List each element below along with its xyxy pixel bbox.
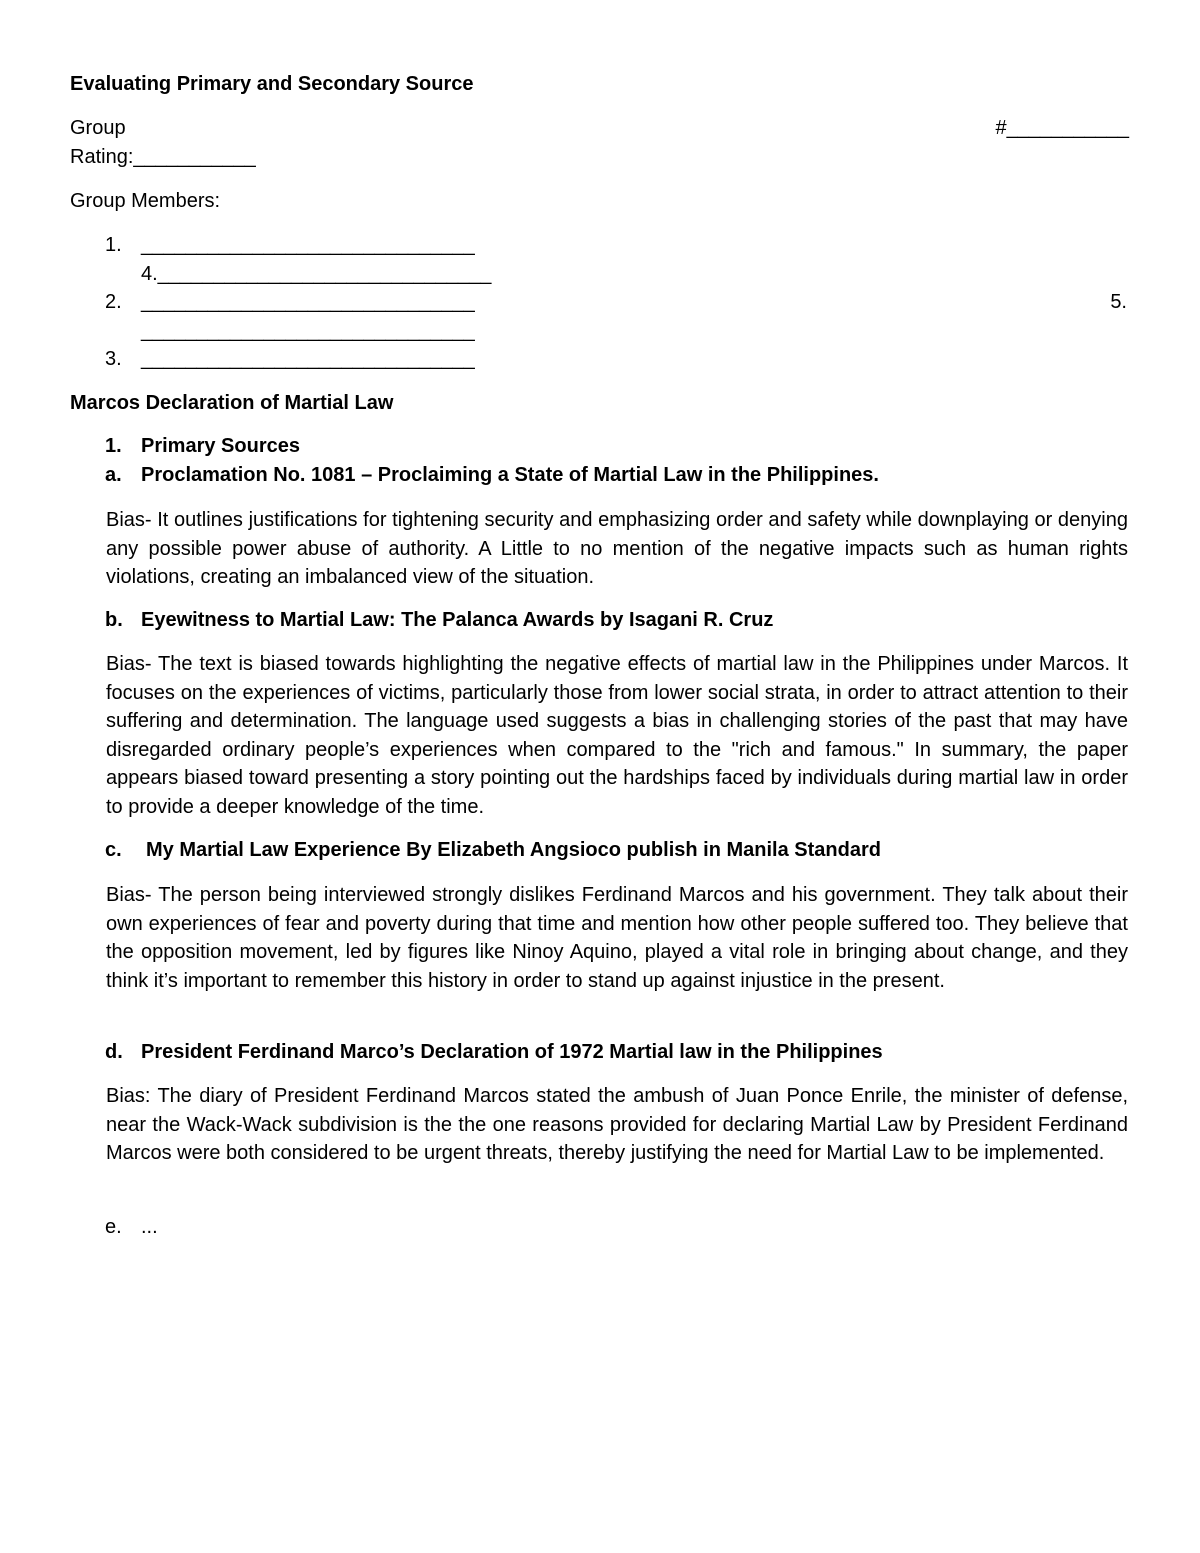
member-1-number: 1.	[105, 234, 122, 256]
item-c-title: My Martial Law Experience By Elizabeth Angsioco publish in Manila Standard	[146, 839, 881, 861]
member-2-number: 2.	[105, 291, 122, 313]
group-members-label: Group Members:	[70, 190, 221, 212]
rating-field: Rating:___________	[70, 146, 256, 168]
member-4-line: 4.______________________________	[141, 263, 492, 285]
primary-sources-number: 1.	[105, 435, 122, 457]
member-3-number: 3.	[105, 348, 122, 370]
item-b-bias: Bias- The text is biased towards highlighting the negative effects of martial law in the Philippines under Marcos. It focuses on the experiences of victims, particularly those from lower social strata, in order to attract attention to their suffering and determination. The language used suggests a bias in challenging stories of the past that may have disregarded ordinary people’s experiences when compared to the "rich and famous." In summary, the paper appears biased toward presenting a story pointing out the hardships faced by individuals during martial law in order to provide a deeper knowledge of the time.	[106, 653, 1128, 818]
item-a-title: Proclamation No. 1081 – Proclaiming a State of Martial Law in the Philippines.	[141, 464, 879, 486]
item-d-letter: d.	[105, 1041, 123, 1063]
item-c-bias: Bias- The person being interviewed strongly dislikes Ferdinand Marcos and his government. They talk about their own experiences of fear and poverty during that time and mention how other people suffered too. They believe that the opposition movement, led by figures like Ninoy Aquino, played a vital role in bringing about change, and they think it’s important to remember this history in order to stand up against injustice in the present.	[106, 884, 1128, 992]
item-e-text: ...	[141, 1216, 158, 1238]
member-5-line: ______________________________	[141, 320, 475, 342]
section-title: Marcos Declaration of Martial Law	[70, 392, 394, 414]
item-e-letter: e.	[105, 1216, 122, 1238]
document-title: Evaluating Primary and Secondary Source	[70, 73, 474, 95]
group-number-field: #___________	[995, 117, 1129, 139]
member-5-number: 5.	[1110, 291, 1127, 313]
item-a-bias: Bias- It outlines justifications for tightening security and emphasizing order and safety while downplaying or denying any possible power abuse of authority. A Little to no mention of the negative impacts such as human rights violations, creating an imbalanced view of the situation.	[106, 509, 1128, 588]
item-a-letter: a.	[105, 464, 122, 486]
member-3-line: ______________________________	[141, 348, 475, 370]
item-b-title: Eyewitness to Martial Law: The Palanca Awards by Isagani R. Cruz	[141, 609, 774, 631]
item-d-title: President Ferdinand Marco’s Declaration of 1972 Martial law in the Philippines	[141, 1041, 883, 1063]
item-c-letter: c.	[105, 839, 122, 861]
member-2-line: ______________________________	[141, 291, 475, 313]
member-1-line: ______________________________	[141, 234, 475, 256]
group-label: Group	[70, 117, 126, 139]
item-d-bias: Bias: The diary of President Ferdinand Marcos stated the ambush of Juan Ponce Enrile, the minister of defense, near the Wack-Wack subdivision is the the one reasons provided for declaring Martial Law by President Ferdinand Marcos were both considered to be urgent threats, thereby justifying the need for Martial Law to be implemented.	[106, 1085, 1128, 1164]
primary-sources-heading: Primary Sources	[141, 435, 300, 457]
item-b-letter: b.	[105, 609, 123, 631]
